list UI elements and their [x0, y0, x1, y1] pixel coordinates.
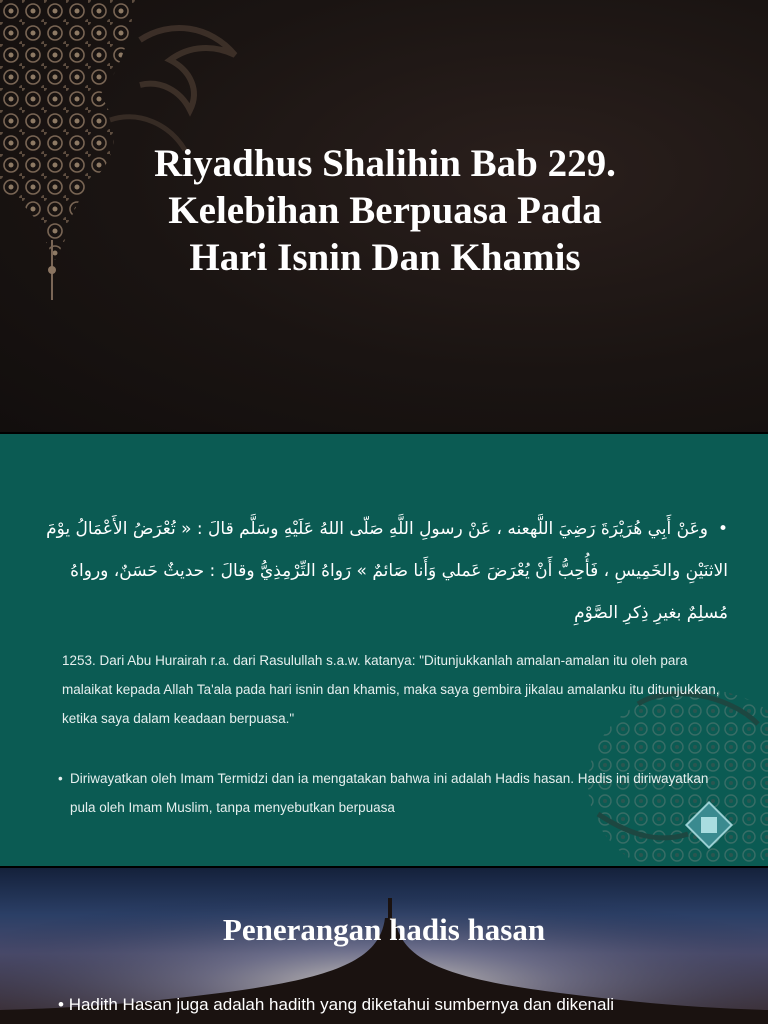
arabic-line-1: [40, 508, 728, 550]
narration-note: [58, 764, 722, 822]
arabic-line-1-text: وعَنْ أَبِي هُرَيْرَةَ رَضِيَ اللَّهعنه ، عَنْ رسولِ اللَّهِ صَلّى اللهُ عَلَيْهِ وسَلَّم قالَ : « تُعْرَضُ الأَعْمَالُ يوْمَ: [46, 519, 708, 539]
title-line-3: Hari Isnin Dan Khamis: [189, 236, 581, 279]
penerangan-bullet-icon: •: [58, 995, 64, 1014]
slide-title: [60, 140, 710, 281]
penerangan-slide: [0, 868, 768, 1024]
penerangan-bullet: [58, 994, 758, 1016]
title-line-2: Kelebihan Berpuasa Pada: [168, 189, 602, 232]
arabic-line-2: الاثنَيْنِ والخَمِيسِ ، فَأُحِبُّ أَنْ يُعْرَضَ عَملي وَأَنا صَائمٌ » رَواهُ التِّرْمِذِيُّ وقالَ : حديثٌ حَسَنٌ، ورواهُ: [70, 561, 728, 581]
title-slide: [0, 0, 768, 432]
bullet-icon: •: [717, 519, 728, 539]
note-bullet-icon: •: [58, 771, 63, 786]
penerangan-bullet-text: Hadith Hasan juga adalah hadith yang diketahui sumbernya dan dikenali: [68, 995, 615, 1014]
hadith-slide: [0, 434, 768, 866]
translation-text: 1253. Dari Abu Hurairah r.a. dari Rasulullah s.a.w. katanya: "Ditunjukkanlah amalan-amalan itu oleh para malaikat kepada Allah Ta'ala pada hari isnin dan khamis, maka saya gembira jikalau amalanku itu ditunjukkan, ketika saya dalam keadaan berpuasa.": [62, 653, 720, 726]
penerangan-title: Penerangan hadis hasan: [222, 912, 546, 947]
title-line-1: Riyadhus Shalihin Bab 229.: [154, 142, 616, 185]
arabic-line-3: مُسلِمٌ بغيرِ ذِكرِ الصَّوْمِ: [574, 603, 728, 623]
note-text: Diriwayatkan oleh Imam Termidzi dan ia mengatakan bahwa ini adalah Hadis hasan. Hadis ini diriwayatkan pula oleh Imam Muslim, tanpa menyebutkan berpuasa: [70, 771, 709, 815]
arabic-hadith-text: [40, 508, 728, 634]
